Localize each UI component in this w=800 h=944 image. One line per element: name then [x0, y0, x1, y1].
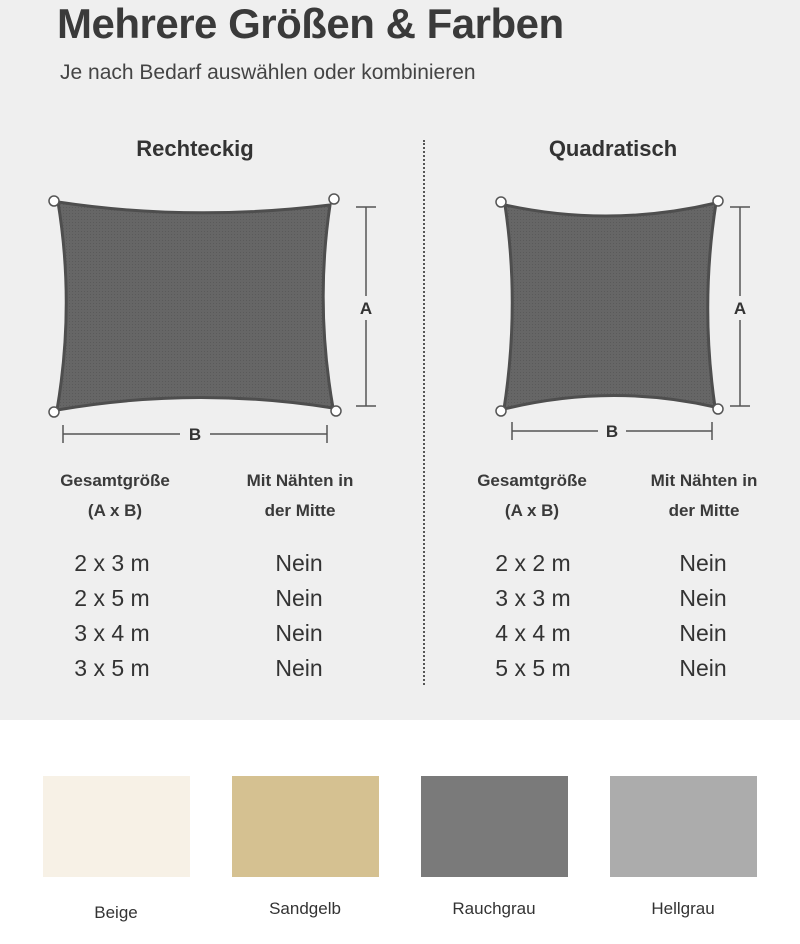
square-panel: [400, 0, 800, 720]
list-item: 2 x 3 m: [74, 550, 150, 576]
swatch-hellgrau: [610, 776, 757, 877]
rectangular-sail-diagram: [0, 180, 400, 450]
rectangular-sail-shape: [57, 202, 333, 410]
list-item: Nein: [275, 620, 323, 646]
swatch-sandgelb: [232, 776, 379, 877]
seams-column-header: [619, 466, 789, 526]
swatch-label-beige: Beige: [94, 903, 138, 922]
corner-ring-icon: [329, 194, 339, 204]
column-header-line: der Mitte: [264, 501, 336, 520]
column-header-line: Mit Nähten in: [650, 471, 758, 490]
corner-ring-icon: [49, 196, 59, 206]
list-item: 5 x 5 m: [495, 655, 571, 681]
dimension-b-label: B: [188, 425, 202, 444]
corner-ring-icon: [49, 407, 59, 417]
list-item: Nein: [275, 585, 323, 611]
list-item: 3 x 5 m: [74, 655, 150, 681]
list-item: Nein: [679, 550, 727, 576]
list-item: Nein: [275, 550, 323, 576]
column-header-line: Mit Nähten in: [246, 471, 354, 490]
corner-ring-icon: [496, 197, 506, 207]
column-header-line: Gesamtgröße: [60, 471, 170, 490]
square-sail-shape: [504, 203, 716, 409]
page-subtitle: Je nach Bedarf auswählen oder kombinieren: [60, 61, 476, 84]
dimension-a-label: A: [733, 299, 747, 318]
corner-ring-icon: [331, 406, 341, 416]
corner-ring-icon: [713, 196, 723, 206]
list-item: 3 x 4 m: [74, 620, 150, 646]
rectangular-heading: Rechteckig: [136, 136, 254, 161]
list-item: 3 x 3 m: [495, 585, 571, 611]
size-column-header: [30, 466, 200, 526]
list-item: Nein: [679, 655, 727, 681]
square-heading: Quadratisch: [548, 136, 678, 161]
seams-column-header: [215, 466, 385, 526]
dimension-a-label: A: [359, 299, 373, 318]
swatch-label-hellgrau: Hellgrau: [651, 899, 715, 918]
swatch-label-sandgelb: Sandgelb: [269, 899, 341, 918]
size-list: [448, 546, 618, 686]
list-item: 2 x 2 m: [495, 550, 571, 576]
list-item: Nein: [679, 620, 727, 646]
column-header-line: der Mitte: [668, 501, 740, 520]
swatch-beige: [43, 776, 190, 877]
swatch-label-rauchgrau: Rauchgrau: [452, 899, 536, 918]
list-item: 2 x 5 m: [74, 585, 150, 611]
size-column-header: [447, 466, 617, 526]
corner-ring-icon: [713, 404, 723, 414]
square-sail-diagram: [400, 180, 800, 450]
list-item: Nein: [275, 655, 323, 681]
dimension-b-label: B: [605, 422, 619, 441]
column-header-line: (A x B): [87, 501, 143, 520]
page-title: Mehrere Größen & Farben: [57, 0, 564, 47]
list-item: Nein: [679, 585, 727, 611]
rectangular-panel: [0, 0, 400, 720]
column-header-line: (A x B): [504, 501, 560, 520]
list-item: 4 x 4 m: [495, 620, 571, 646]
seams-list: [618, 546, 788, 686]
column-header-line: Gesamtgröße: [477, 471, 587, 490]
seams-list: [214, 546, 384, 686]
corner-ring-icon: [496, 406, 506, 416]
size-list: [27, 546, 197, 686]
swatch-rauchgrau: [421, 776, 568, 877]
